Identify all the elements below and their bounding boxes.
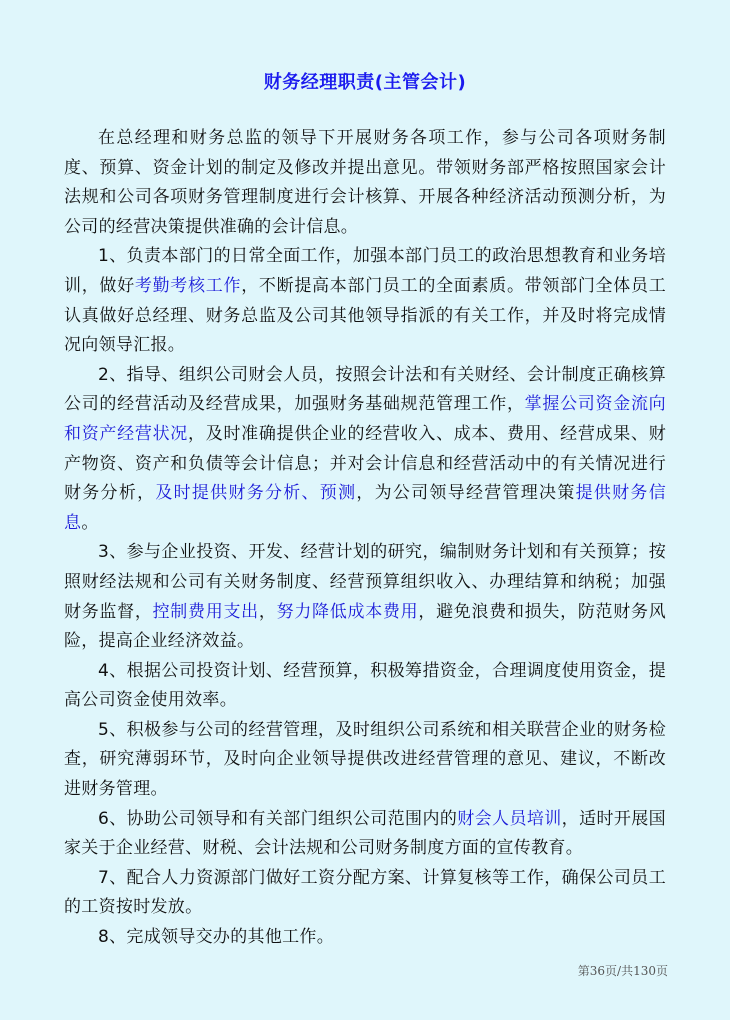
duty-item-4: 4、根据公司投资计划、经营预算，积极筹措资金，合理调度使用资金，提高公司资金使用效率。 — [64, 660, 666, 711]
duty-item-1: 1、负责本部门的日常全面工作，加强本部门员工的政治思想教育和业务培训，做好考勤考核工作，不断提高本部门员工的全面素质。带领部门全体员工认真做好总经理、财务总监及公司其他领导指派的有关工作，并及时将完成情况向领导汇报。 — [64, 246, 666, 356]
duty-item-6: 6、协助公司领导和有关部门组织公司范围内的财会人员培训，适时开展国家关于企业经营、财税、会计法规和公司财务制度方面的宣传教育。 — [64, 808, 666, 859]
financial-info-link[interactable]: 提供财务信息 — [64, 483, 666, 533]
duty-item-8: 8、完成领导交办的其他工作。 — [98, 927, 335, 948]
duty-item-7: 7、配合人力资源部门做好工资分配方案、计算复核等工作，确保公司员工的工资按时发放。 — [64, 867, 666, 918]
page-number: 第36页/共130页 — [577, 964, 668, 978]
document-body — [64, 124, 666, 953]
attendance-assessment-link[interactable]: 考勤考核工作 — [134, 275, 242, 296]
cost-reduction-link[interactable]: 努力降低成本费用 — [276, 601, 419, 622]
duty-item-5: 5、积极参与公司的经营管理，及时组织公司系统和相关联营企业的财务检查，研究薄弱环节，及时向企业领导提供改进经营管理的意见、建议，不断改进财务管理。 — [64, 719, 666, 800]
duty-item-2: 2、指导、组织公司财会人员，按照会计法和有关财经、会计制度正确核算公司的经营活动及经营成果，加强财务基础规范管理工作，掌握公司资金流向和资产经营状况，及时准确提供企业的经营收入、成本、费用、经营成果、财产物资、资产和负债等会计信息；并对会计信息和经营活动中的有关情况进行财务分析，及时提供财务分析、预测，为公司领导经营管理决策提供财务信息。 — [64, 364, 666, 533]
fund-flow-link[interactable]: 掌握公司资金流向和资产经营状况 — [64, 394, 666, 444]
intro-paragraph: 在总经理和财务总监的领导下开展财务各项工作，参与公司各项财务制度、预算、资金计划的制定及修改并提出意见。带领财务部严格按照国家会计法规和公司各项财务管理制度进行会计核算、开展各种经济活动预测分析，为公司的经营决策提供准确的会计信息。 — [64, 128, 666, 237]
document-title: 财务经理职责(主管会计) — [263, 72, 467, 93]
cost-control-link[interactable]: 控制费用支出 — [152, 601, 259, 622]
financial-analysis-link[interactable]: 及时提供财务分析、预测 — [155, 483, 357, 504]
duty-item-3: 3、参与企业投资、开发、经营计划的研究，编制财务计划和有关预算；按照财经法规和公司有关财务制度、经营预算组织收入、办理结算和纳税；加强财务监督，控制费用支出，努力降低成本费用，避免浪费和损失，防范财务风险，提高企业经济效益。 — [64, 542, 666, 652]
staff-training-link[interactable]: 财会人员培训 — [457, 808, 562, 829]
